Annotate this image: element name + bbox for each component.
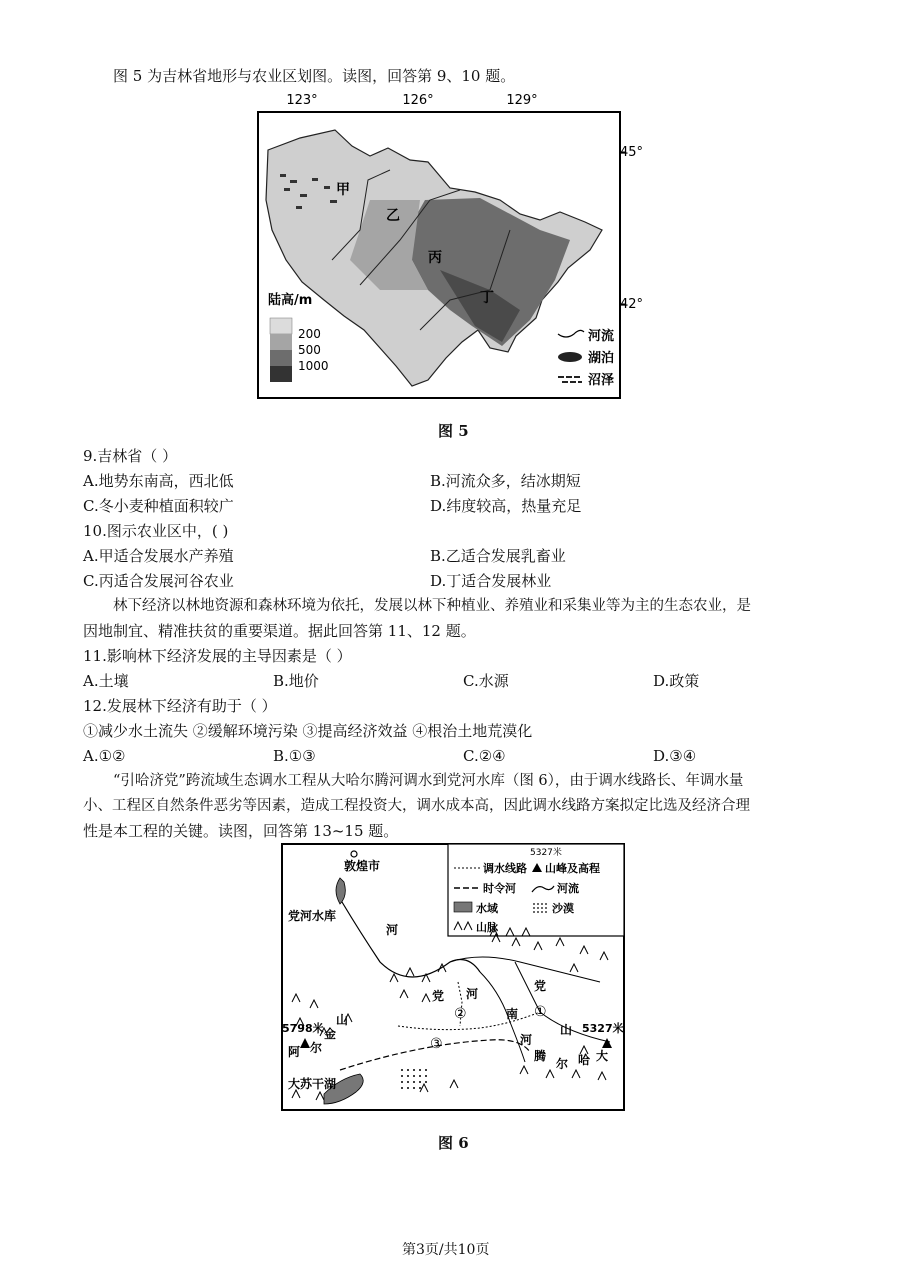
elevation-value: 1000 — [298, 359, 329, 373]
page-footer: 第3页/共10页 — [402, 1242, 490, 1258]
peak-1-height: 5798米 — [282, 1022, 324, 1035]
lon-label: 129° — [506, 93, 538, 108]
q11-option-b: B.地价 — [273, 672, 319, 690]
city-marker-icon — [351, 851, 357, 857]
q9-option-d: D.纬度较高，热量充足 — [430, 497, 582, 515]
map-label: 尔 — [556, 1057, 569, 1071]
q12-option-c: C.②④ — [463, 747, 506, 765]
lon-label: 123° — [286, 93, 318, 108]
map-label: 金 — [324, 1027, 337, 1041]
q12-option-a: A.①② — [83, 747, 126, 765]
para-water-transfer-1: “引哈济党”跨流域生态调水工程从大哈尔腾河调水到党河水库（图 6），由于调水线路长、年调水量 — [113, 773, 744, 789]
region-ding: 丁 — [480, 290, 494, 306]
map-label: 河 — [386, 923, 399, 937]
legend-peak-height: 5327米 — [530, 848, 562, 858]
q12-option-b: B.①③ — [273, 747, 316, 765]
q11-option-c: C.水源 — [463, 672, 509, 690]
city-dunhuang: 敦煌市 — [344, 859, 381, 873]
q9-option-b: B.河流众多，结冰期短 — [430, 472, 581, 490]
map-label: 大 — [596, 1049, 609, 1063]
route-1: ① — [534, 1004, 547, 1020]
route-2: ② — [454, 1006, 467, 1022]
region-yi: 乙 — [386, 208, 400, 224]
map-label: 阿 — [288, 1045, 301, 1059]
q11-option-a: A.土壤 — [83, 672, 129, 690]
legend-river: 河流 — [588, 329, 615, 344]
route-3: ③ — [430, 1036, 443, 1052]
q9-stem: 9.吉林省（ ） — [83, 447, 178, 465]
region-bing: 丙 — [428, 250, 442, 266]
region-jia: 甲 — [336, 182, 350, 198]
figure-6-caption: 图 6 — [438, 1134, 469, 1152]
legend-water: 水域 — [476, 902, 498, 915]
lat-label: 42° — [620, 297, 644, 312]
map-label: 哈 — [578, 1053, 591, 1067]
lon-label: 126° — [402, 93, 434, 108]
elevation-value: 500 — [298, 343, 321, 357]
para-forest-economy-2: 因地制宜、精准扶贫的重要渠道。据此回答第 11、12 题。 — [83, 622, 476, 640]
water-icon — [454, 902, 472, 912]
q10-option-c: C.丙适合发展河谷农业 — [83, 572, 234, 590]
legend-seasonal-river: 时令河 — [483, 882, 516, 895]
para-forest-economy-1: 林下经济以林地资源和森林环境为依托，发展以林下种植业、养殖业和采集业等为主的生态农业，是 — [113, 598, 751, 614]
legend-desert: 沙漠 — [552, 902, 574, 915]
q12-stem: 12.发展林下经济有助于（ ） — [83, 697, 277, 715]
figure-6-map — [280, 842, 632, 1114]
figure-5-caption: 图 5 — [438, 422, 469, 440]
map-label: 山 — [560, 1023, 573, 1037]
map-label: 党 — [432, 989, 445, 1003]
q9-option-a: A.地势东南高，西北低 — [83, 472, 234, 490]
map-label: 党 — [534, 979, 547, 993]
map-label: 河 — [520, 1033, 533, 1047]
legend-swamp: 沼泽 — [588, 373, 615, 388]
q12-items: ①减少水土流失 ②缓解环境污染 ③提高经济效益 ④根治土地荒漠化 — [83, 722, 533, 740]
label-lake: 大苏干湖 — [288, 1077, 337, 1091]
q10-option-d: D.丁适合发展林业 — [430, 572, 552, 590]
map-label: 腾 — [534, 1049, 547, 1063]
lake-symbol-icon — [558, 352, 582, 362]
map-label: 南 — [506, 1007, 519, 1021]
q9-option-c: C.冬小麦种植面积较广 — [83, 497, 234, 515]
q11-option-d: D.政策 — [653, 672, 700, 690]
legend-route: 调水线路 — [483, 862, 527, 875]
legend-lake: 湖泊 — [588, 351, 615, 366]
legend-peak: 山峰及高程 — [545, 862, 600, 875]
intro-fig5: 图 5 为吉林省地形与农业区划图。读图，回答第 9、10 题。 — [113, 67, 516, 85]
elevation-legend-title: 陆高/m — [268, 293, 313, 308]
q10-option-b: B.乙适合发展乳畜业 — [430, 547, 566, 565]
label-reservoir: 党河水库 — [288, 909, 337, 923]
para-water-transfer-2: 小、工程区自然条件恶劣等因素，造成工程投资大，调水成本高，因此调水线路方案拟定比选及经济合理 — [83, 798, 750, 814]
figure-5-map — [240, 90, 660, 402]
legend-river: 河流 — [557, 882, 579, 895]
map-label: 河 — [466, 987, 479, 1001]
q12-option-d: D.③④ — [653, 747, 697, 765]
map-label: 尔 — [310, 1041, 323, 1055]
peak-2-height: 5327米 — [582, 1022, 624, 1035]
lat-label: 45° — [620, 145, 644, 160]
legend-mountain: 山脉 — [476, 921, 498, 934]
q11-stem: 11.影响林下经济发展的主导因素是（ ） — [83, 647, 352, 665]
para-water-transfer-3: 性是本工程的关键。读图，回答第 13~15 题。 — [83, 822, 399, 840]
elevation-value: 200 — [298, 327, 321, 341]
q10-stem: 10.图示农业区中，( ) — [83, 522, 229, 540]
map-label: 山 — [336, 1013, 349, 1027]
q10-option-a: A.甲适合发展水产养殖 — [83, 547, 234, 565]
